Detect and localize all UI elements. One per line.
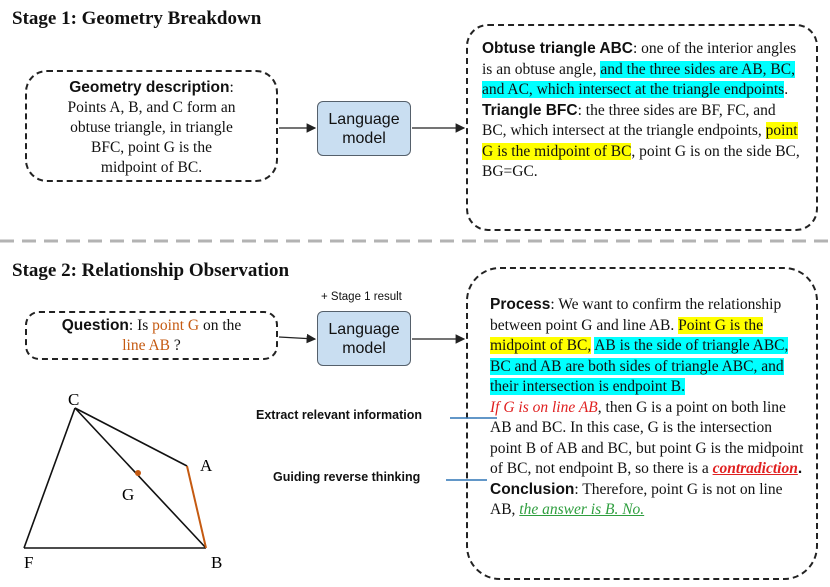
question-text-1: : Is [128,317,153,334]
obtuse-triangle-heading: Obtuse triangle ABC [482,40,633,57]
segment-ab [187,466,206,548]
point-g-dot [135,470,141,476]
plus-stage1-label: + Stage 1 result [321,291,402,303]
stage2-title: Stage 2: Relationship Observation [12,260,290,281]
period: . [784,81,789,98]
triangle-bfc-text: : the three sides are BF, FC, and BC, which intersect at the triangle endpoints, [482,101,776,139]
desc-line-2: obtuse triangle, in triangle [70,119,233,136]
desc-line-1: Points A, B, and C form an [67,99,236,116]
hypothesis-text: If G is on line AB [490,398,598,416]
question-text-2: on the [199,317,242,334]
cyan-highlight-2: AB is the side of triangle ABC, BC and AB are both sides of triangle ABC, and their intersection is endpoint B. [490,337,789,395]
label-c: C [68,390,80,409]
stage1-title: Stage 1: Geometry Breakdown [12,8,262,29]
label-g: G [122,485,135,504]
extract-relevant-label: Extract relevant information [256,408,423,422]
triangle-bfc-heading: Triangle BFC [482,101,578,119]
segment-cb [75,408,206,548]
question-text-3: ? [170,337,181,354]
desc-line-4: midpoint of BC. [100,159,203,176]
contradiction-text: contradiction [712,460,798,477]
question-point: point G [152,317,200,334]
process-label: Process [490,296,551,313]
geometry-description-heading: Geometry description [69,79,230,96]
language-model-box-stage2: Language model [317,311,411,366]
answer-text: the answer is B. No. [519,501,645,518]
question-line: line AB [122,337,171,354]
desc-line-3: BFC, point G is the [90,139,212,156]
obtuse-triangle-text: : one of the interior angles is an obtuse angle, [482,40,797,78]
label-f: F [24,553,34,572]
segment-ca [75,408,187,466]
triangle-bfc-end: , point G is on the side BC, BG=GC. [482,142,800,180]
label-a: A [200,456,213,475]
guiding-reverse-label: Guiding reverse thinking [273,470,421,484]
reasoning-text: , then G is a point on both line AB and BC. In this case, G is the intersection point B of AB and BC, but point G is the midpoint of BC, not endpoint B, so there is a [490,398,804,477]
triangle-figure [24,390,222,572]
yellow-highlight-2: Point G is the midpoint of BC, [490,316,763,354]
yellow-highlight-1: point G is the midpoint of BC [482,122,798,160]
segment-cf [24,408,75,548]
conclusion-text: : Therefore, point G is not on line AB, [490,480,783,518]
conclusion-label: Conclusion [490,480,575,498]
language-model-box-stage1: Language model [317,101,411,156]
arrow-question-to-model [279,337,315,339]
question-label: Question [61,317,129,334]
process-intro: : We want to confirm the relationship between point G and line AB. [490,296,782,334]
contradiction-period: . [797,460,803,477]
label-b: B [211,553,223,572]
colon: : [229,79,234,96]
cyan-highlight-1: and the three sides are AB, BC, and AC, which intersect at the triangle endpoints [482,60,795,98]
